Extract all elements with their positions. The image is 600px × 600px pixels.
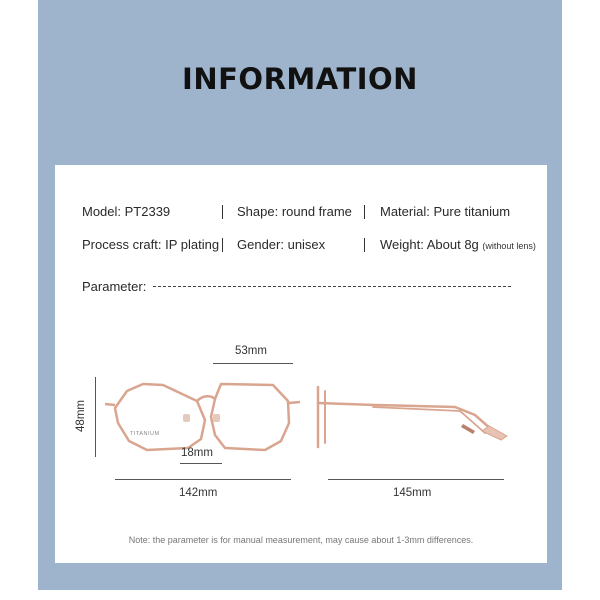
spec-shape: Shape: round frame (237, 204, 352, 219)
nose-pad-left (183, 414, 190, 422)
left-lens-frame (115, 384, 205, 450)
frame-width-label: 142mm (179, 487, 218, 499)
spec-weight-value: Weight: About 8g (380, 237, 479, 252)
temple-marking: TITANIUM (130, 431, 160, 437)
lens-width-line (213, 363, 293, 364)
lens-height-label: 48mm (74, 400, 87, 432)
temple-tip-icon (482, 426, 507, 440)
frame-width-line (115, 479, 291, 480)
glasses-side-view (318, 387, 500, 447)
bridge-line (180, 463, 222, 464)
bridge (197, 396, 215, 401)
temple-tip-accent (461, 424, 475, 434)
temple-length-label: 145mm (393, 487, 432, 499)
right-hinge (289, 402, 300, 403)
spec-material: Material: Pure titanium (380, 204, 511, 219)
spec-model: Model: PT2339 (82, 204, 171, 219)
parameter-label: Parameter: (82, 279, 147, 294)
temple-length-line (328, 479, 504, 480)
bridge-label: 18mm (181, 447, 213, 459)
spec-process: Process craft: IP plating (82, 237, 220, 252)
spec-weight-note: (without lens) (482, 241, 536, 251)
glasses-front-view (105, 384, 300, 450)
lens-height-line (95, 377, 96, 457)
spec-gender: Gender: unisex (237, 237, 326, 252)
left-hinge (105, 404, 115, 405)
glasses-diagram (55, 165, 547, 563)
lens-width-label: 53mm (235, 345, 267, 357)
page-title: INFORMATION (182, 62, 418, 96)
right-lens-frame (211, 384, 289, 450)
nose-pad-right (213, 414, 220, 422)
info-card (55, 165, 547, 563)
measurement-note: Note: the parameter is for manual measurement, may cause about 1-3mm differences. (128, 535, 474, 545)
